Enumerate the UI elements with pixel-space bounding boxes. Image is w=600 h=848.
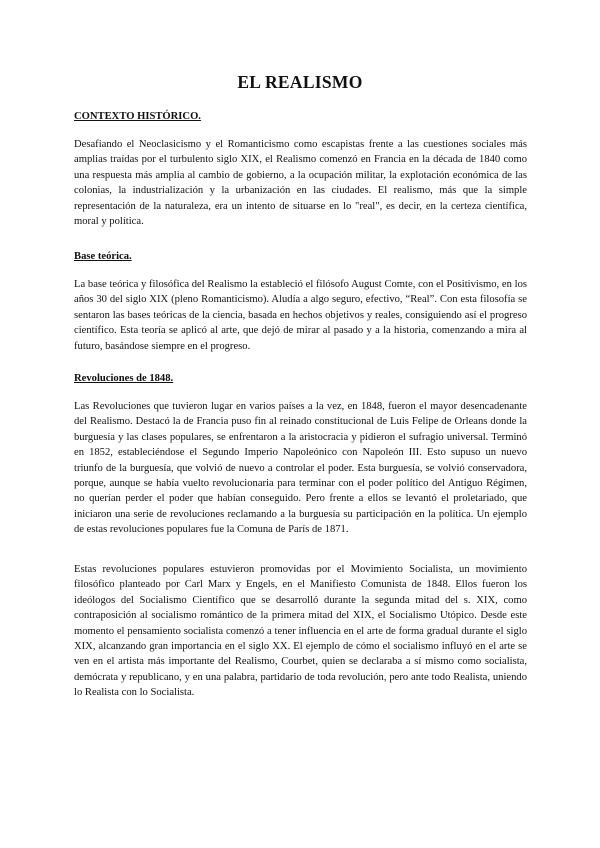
paragraph-contexto: Desafiando el Neoclasicismo y el Romanticismo como escapistas frente a las cuestiones sociales más amplias traídas por el turbulento siglo XIX, el Realismo comenzó en Francia en la década de 1840 como una respuesta más amplia al cambio de gobierno, a la ocupación militar, la explotación económica de las colonias, la industrialización y la urbanización en las ciudades. El realismo, más que la simple representación de la naturaleza, era un intento de situarse en lo "real", es decir, en la certeza científica, moral y política. (74, 139, 527, 228)
paragraph-revoluciones-1: Las Revoluciones que tuvieron lugar en varios países a la vez, en 1848, fueron el mayor desencadenante del Realismo. Destacó la de Francia puso fin al reinado constitucional de Luis Felipe de Orleans donde la burguesía y las clases populares, se enfrentaron a la aristocracia y pidieron el sufragio universal. Terminó en 1852, estableciéndose el Segundo Imperio Napoleónico con Napoleón III. Esto supuso un nuevo triunfo de la burguesía, que volvió de nuevo a controlar el poder. Esta burguesía, se volvió conservadora, porque, aunque se había vuelto revolucionaria para terminar con el poder político del Antiguo Régimen, no querían perder el poder que habían conseguido. Pero frente a ellos se levantó el proletariado, que iniciaron una serie de revoluciones reclamando a la burguesía su participación en la política. Un ejemplo de estas revoluciones populares fue la Comuna de París de 1871. (74, 401, 527, 536)
paragraph-revoluciones-2: Estas revoluciones populares estuvieron promovidas por el Movimiento Socialista, un movimiento filosófico planteado por Carl Marx y Engels, en el Manifiesto Comunista de 1848. Ellos fueron los ideólogos del Socialismo Científico que se desarrolló durante la segunda mitad del s. XIX, como contraposición al socialismo romántico de la primera mitad del XIX, el Socialismo Utópico. Desde este momento el pensamiento socialista comenzó a tener influencia en el arte de forma gradual durante el siglo XIX, alcanzando gran importancia en el siglo XX. El ejemplo de cómo el socialismo influyó en el arte se ven en el artista más importante del Realismo, Courbet, quien se declaraba a sí mismo como socialista, demócrata y republicano, y en una palabra, partidario de toda revolución, pero ante todo Realista, uniendo lo Realista con lo Socialista. (74, 564, 527, 699)
page-title: EL REALISMO (237, 72, 363, 92)
paragraph-base-teorica: La base teórica y filosófica del Realismo la estableció el filósofo August Comte, con el Positivismo, en los años 30 del siglo XIX (pleno Romanticismo). Aludía a algo seguro, efectivo, “Real”. Con esta filosofía se sentaron las bases teóricas de la ciencia, basada en hechos objetivos y reales, consiguiendo así el progreso científico. Esta teoría se aplicó al arte, que dejó de mirar al pasado y a la historia, comenzando a mira al futuro, basándose siempre en el progreso. (74, 279, 527, 352)
section-heading-revoluciones: Revoluciones de 1848. (74, 373, 174, 384)
section-heading-base-teorica: Base teórica. (74, 251, 132, 262)
section-heading-contexto: CONTEXTO HISTÓRICO. (74, 111, 201, 122)
